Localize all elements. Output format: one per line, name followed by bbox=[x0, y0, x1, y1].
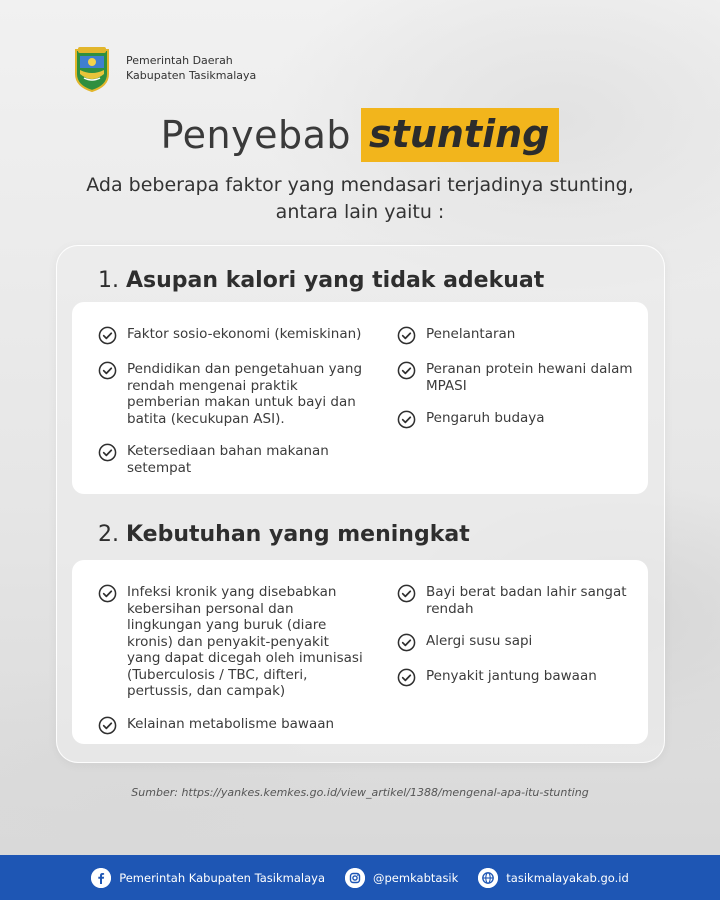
check-circle-icon bbox=[397, 668, 416, 687]
brand-line2: Kabupaten Tasikmalaya bbox=[126, 69, 257, 82]
item-text: Kelainan metabolisme bawaan bbox=[127, 715, 335, 732]
check-circle-icon bbox=[98, 716, 117, 735]
section-card-1 bbox=[72, 302, 648, 494]
list-item bbox=[98, 443, 366, 476]
footer-facebook-label: Pemerintah Kabupaten Tasikmalaya bbox=[119, 870, 325, 885]
list-item bbox=[98, 716, 366, 735]
footer-instagram[interactable] bbox=[345, 868, 458, 888]
check-circle-icon bbox=[98, 584, 117, 603]
section-number: 2. bbox=[98, 522, 119, 547]
brand-line1: Pemerintah Daerah bbox=[126, 54, 233, 67]
list-column-right bbox=[397, 326, 633, 445]
title-highlight: stunting bbox=[361, 108, 559, 162]
item-text: Penelantaran bbox=[426, 326, 516, 342]
item-text: Alergi susu sapi bbox=[426, 633, 533, 649]
list-item bbox=[98, 361, 366, 427]
section-number: 1. bbox=[98, 268, 119, 293]
list-item bbox=[397, 361, 633, 394]
item-text: Pengaruh budaya bbox=[426, 410, 545, 426]
title-main: Penyebab bbox=[160, 113, 352, 157]
source-citation: Sumber: https://yankes.kemkes.go.id/view_artikel/1388/mengenal-apa-itu-stunting bbox=[131, 786, 589, 799]
check-circle-icon bbox=[397, 326, 416, 345]
item-text: Penyakit jantung bawaan bbox=[426, 668, 597, 684]
list-item bbox=[397, 410, 633, 429]
page-title bbox=[0, 108, 720, 162]
footer-website[interactable] bbox=[478, 868, 629, 888]
item-text: Infeksi kronik yang disebabkan kebersihan personal dan lingkungan yang buruk (diare kronis) dan penyakit-penyakit yang dapat dicegah oleh imunisasi (Tuberculosis / TBC, difteri, pertussis, dan campak) bbox=[127, 584, 363, 699]
check-circle-icon bbox=[98, 326, 117, 345]
check-circle-icon bbox=[98, 443, 117, 462]
subtitle: Ada beberapa faktor yang mendasari terjadinya stunting, antara lain yaitu : bbox=[86, 174, 634, 223]
list-item bbox=[98, 326, 366, 345]
instagram-icon bbox=[345, 868, 365, 888]
section-title: Kebutuhan yang meningkat bbox=[126, 522, 470, 547]
section-title: Asupan kalori yang tidak adekuat bbox=[126, 268, 545, 293]
section-heading-1 bbox=[98, 268, 544, 293]
list-item bbox=[98, 584, 366, 700]
item-text: Ketersediaan bahan makanan setempat bbox=[127, 443, 329, 476]
section-heading-2 bbox=[98, 522, 470, 547]
section-card-2 bbox=[72, 560, 648, 744]
brand-text bbox=[126, 53, 256, 83]
check-circle-icon bbox=[397, 584, 416, 603]
list-column-left bbox=[98, 326, 366, 492]
globe-icon bbox=[478, 868, 498, 888]
check-circle-icon bbox=[397, 361, 416, 380]
footer-website-label: tasikmalayakab.go.id bbox=[506, 870, 629, 885]
footer-bar bbox=[0, 855, 720, 900]
check-circle-icon bbox=[98, 361, 117, 380]
facebook-icon bbox=[91, 868, 111, 888]
check-circle-icon bbox=[397, 633, 416, 652]
item-text: Faktor sosio-ekonomi (kemiskinan) bbox=[127, 326, 362, 342]
item-text: Bayi berat badan lahir sangat rendah bbox=[426, 584, 627, 617]
list-item bbox=[397, 326, 633, 345]
list-item bbox=[397, 668, 633, 687]
list-item bbox=[397, 584, 633, 617]
list-column-left bbox=[98, 584, 366, 751]
brand-header bbox=[72, 44, 256, 92]
footer-facebook[interactable] bbox=[91, 868, 325, 888]
check-circle-icon bbox=[397, 410, 416, 429]
item-text: Pendidikan dan pengetahuan yang rendah mengenai praktik pemberian makan untuk bayi dan batita (kecukupan ASI). bbox=[127, 361, 363, 427]
list-column-right bbox=[397, 584, 633, 703]
item-text: Peranan protein hewani dalam MPASI bbox=[426, 361, 633, 394]
footer-instagram-label: @pemkabtasik bbox=[373, 870, 459, 885]
crest-logo bbox=[72, 44, 112, 92]
list-item bbox=[397, 633, 633, 652]
